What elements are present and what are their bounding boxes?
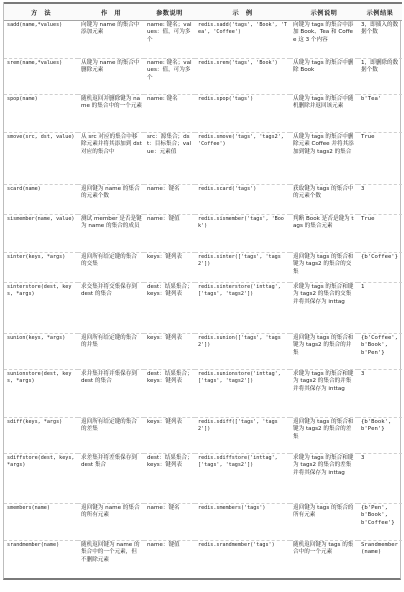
cell-explain: 求键为 tags 的集合和键为 tags2 的集合的差集并将其保存为 inttag: [290, 454, 358, 504]
cell-result: 1，即删除的数据个数: [358, 59, 402, 95]
cell-explain: 从键为 tags 的集合中随机删除并返回该元素: [290, 95, 358, 133]
cell-method: smove(src, dst, value): [4, 133, 78, 185]
cell-purpose: 返回键为 name 的集合的元素个数: [78, 185, 144, 215]
cell-explain: 返回键为 tags 的集合和键为 tags2 的集合的并集: [290, 334, 358, 370]
cell-example: redis.scard('tags'): [195, 185, 290, 215]
cell-purpose: 返回所有给定键的集合的并集: [78, 334, 144, 370]
cell-purpose: 随机返回键为 name 的集合中的一个元素，但不删除元素: [81, 542, 140, 563]
cell-params: name：键值: [144, 215, 195, 253]
cell-params: name: 键名: [144, 95, 195, 133]
table-row: [4, 454, 402, 504]
cell-result: 3: [358, 370, 402, 418]
cell-example: redis.srandmember('tags'): [198, 542, 275, 548]
header-example: 示 例: [195, 3, 290, 21]
cell-result: True: [358, 133, 402, 185]
cell-explain: 从键为 tags 的集合中删除 Book: [290, 59, 358, 95]
cell-params: dest：结果集合；keys：键列表: [144, 370, 195, 418]
table-row: [4, 215, 402, 253]
cell-explain: 求键为 tags 的集合和键为 tags2 的集合的并集并将其保存为 inttag: [290, 370, 358, 418]
cell-purpose: 求交集并将交集保存到 dest 的集合: [78, 283, 144, 334]
cell-method: sdiffstore(dest, keys, *args): [4, 454, 78, 504]
table-row: [4, 253, 402, 283]
cell-method: sunionstore(dest, keys, *args): [4, 370, 78, 418]
cell-example: redis.sdiff(['tags', 'tags2']): [195, 418, 290, 454]
cell-purpose: 从键为 name 的集合中删除元素: [78, 59, 144, 95]
cell-purpose: 返回所有给定键的集合的差集: [78, 418, 144, 454]
cell-purpose: 返回所有给定键的集合的交集: [78, 253, 144, 283]
cell-example: redis.sdiffstore('inttag', ['tags', 'tags2']): [195, 454, 290, 504]
cell-explain: 从键为 tags 的集合中删除元素 Coffee 并将其添加到键为 tags2 的集合: [290, 133, 358, 185]
cell-result: {b'Book', b'Pen'}: [358, 418, 402, 454]
cell-params: name：键值: [147, 542, 180, 548]
table-row: [4, 541, 402, 578]
cell-result: b'Tea': [358, 95, 402, 133]
cell-example: redis.sinterstore('inttag', ['tags', 'tags2']): [195, 283, 290, 334]
cell-params: src：源集合；dst：目标集合；value：元素值: [144, 133, 195, 185]
cell-method: smembers(name): [4, 504, 78, 541]
cell-explain: 获取键为 tags 的集合中的元素个数: [290, 185, 358, 215]
table-row: [4, 418, 402, 454]
cell-example: redis.spop('tags'): [195, 95, 290, 133]
cell-result: {b'Pen', b'Book', b'Coffee'}: [358, 504, 402, 541]
cell-params: keys：键列表: [144, 253, 195, 283]
table-row: [4, 185, 402, 215]
cell-purpose: 返回键为 name 的集合的所有元素: [78, 504, 144, 541]
cell-example: redis.sunion(['tags', 'tags2']): [195, 334, 290, 370]
cell-params: name：键名: [144, 185, 195, 215]
cell-purpose: 测试 member 是否是键为 name 的集合的成员: [78, 215, 144, 253]
cell-params: keys：键列表: [144, 334, 195, 370]
cell-method: srandmember(name): [7, 542, 60, 548]
cell-example: redis.sunionstore('inttag', ['tags', 'tags2']): [195, 370, 290, 418]
cell-example: redis.sismember('tags', 'Book'): [195, 215, 290, 253]
header-result: 示例结果: [358, 3, 402, 21]
cell-method: sinterstore(dest, keys, *args): [4, 283, 78, 334]
cell-method: scard(name): [4, 185, 78, 215]
cell-purpose: 求差集并将差集保存到 dest 集合: [78, 454, 144, 504]
table-row: [4, 21, 402, 59]
cell-result: 3: [358, 185, 402, 215]
cell-result: 3: [358, 454, 402, 504]
cell-explain: 向键为 tags 的集合中添加 Book、Tea 和 Coffee 这 3 个内容: [290, 21, 358, 59]
cell-explain: 返回键为 tags 的集合和键为 tags2 的集合的差集: [290, 418, 358, 454]
cell-method: srem(name,*values): [4, 59, 78, 95]
cell-purpose: 随机返回并删除键为 name 的集合中的一个元素: [78, 95, 144, 133]
cell-params: name: 键名；values：值，可为多个: [144, 59, 195, 95]
cell-params: dest：结果集合；keys：键列表: [144, 454, 195, 504]
cell-params: dest：结果集合；keys：键列表: [144, 283, 195, 334]
cell-result: {b'Coffee'}: [358, 253, 402, 283]
cell-params: name：键名: [144, 504, 195, 541]
redis-set-methods-document: [3, 2, 401, 580]
cell-params: keys：键列表: [144, 418, 195, 454]
cell-example: redis.sadd('tags', 'Book', 'Tea', 'Coffee'): [195, 21, 290, 59]
redis-set-methods-table: [4, 2, 402, 578]
table-row: [4, 334, 402, 370]
cell-explain: 返回键为 tags 的集合的所有元素: [290, 504, 358, 541]
cell-result: 3，即插入的数据个数: [358, 21, 402, 59]
cell-method: sadd(name,*values): [4, 21, 78, 59]
header-method: 方 法: [4, 3, 78, 21]
cell-method: spop(name): [4, 95, 78, 133]
cell-example: redis.smembers('tags'): [195, 504, 290, 541]
cell-explain: 返回键为 tags 的集合和键为 tags2 的集合的交集: [290, 253, 358, 283]
table-row: [4, 504, 402, 541]
cell-example: redis.srem('tags', 'Book'): [195, 59, 290, 95]
table-row: [4, 95, 402, 133]
cell-explain: 判断 Book 是否是键为 tags 的集合元素: [290, 215, 358, 253]
cell-result: 1: [358, 283, 402, 334]
cell-purpose: 向键为 name 的集合中添加元素: [78, 21, 144, 59]
table-header-row: [4, 3, 402, 21]
table-row: [4, 133, 402, 185]
header-params: 参数说明: [144, 3, 195, 21]
header-purpose: 作 用: [78, 3, 144, 21]
cell-example: redis.smove('tags', 'tags2', 'Coffee'): [195, 133, 290, 185]
table-row: [4, 370, 402, 418]
cell-explain: 求键为 tags 的集合和键为 tags2 的集合的交集并将其保存为 inttag: [290, 283, 358, 334]
header-explain: 示例说明: [290, 3, 358, 21]
cell-method: sinter(keys, *args): [4, 253, 78, 283]
cell-result: Srandmember(name): [361, 542, 399, 556]
cell-purpose: 求并集并将并集保存到 dest 的集合: [78, 370, 144, 418]
table-row: [4, 283, 402, 334]
table-row: [4, 59, 402, 95]
cell-method: sismember(name, value): [4, 215, 78, 253]
cell-explain: 随机返回键为 tags 的集合中的一个元素: [293, 542, 354, 556]
cell-purpose: 从 src 对应的集合中移除元素并将其添加到 dst 对应的集合中: [78, 133, 144, 185]
cell-params: name: 键名；values：值，可为多个: [144, 21, 195, 59]
cell-method: sunion(keys, *args): [4, 334, 78, 370]
cell-method: sdiff(keys, *args): [4, 418, 78, 454]
cell-example: redis.sinter(['tags', 'tags2']): [195, 253, 290, 283]
cell-result: True: [358, 215, 402, 253]
cell-result: {b'Coffee', b'Book', b'Pen'}: [358, 334, 402, 370]
